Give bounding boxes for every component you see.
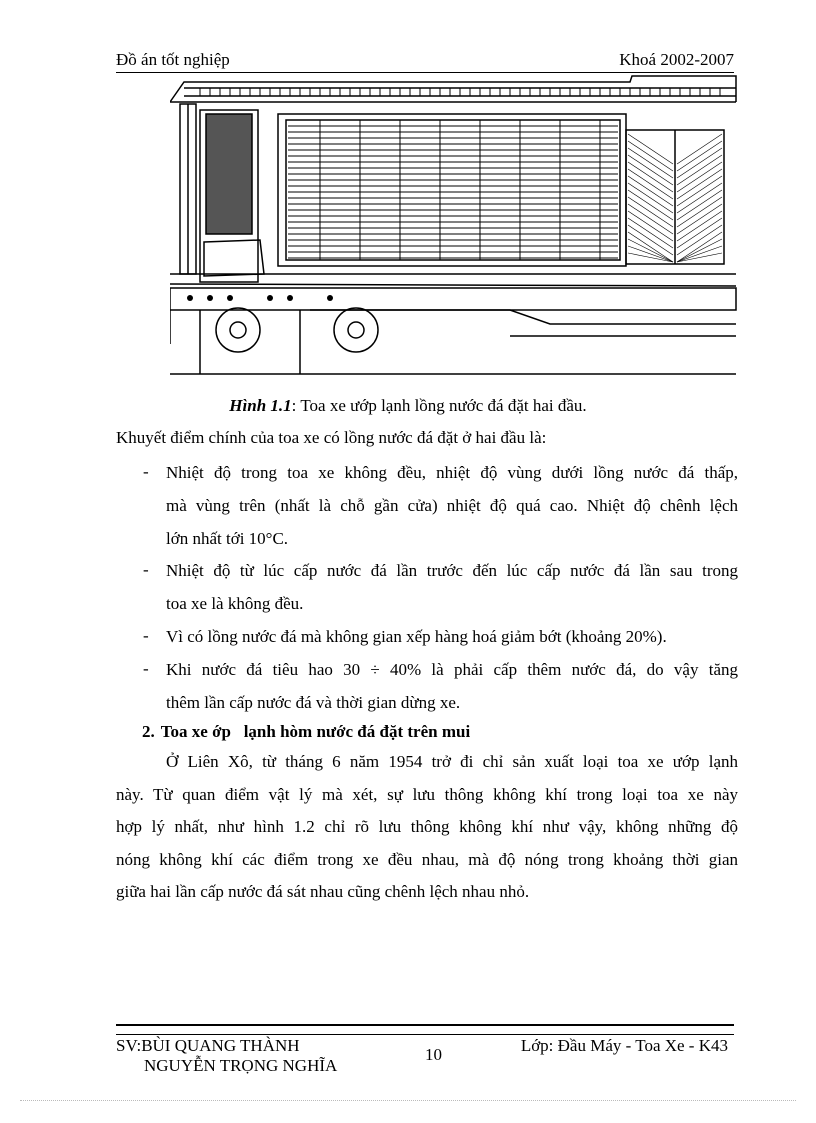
footer-class: Lớp: Đầu Máy - Toa Xe - K43 [520,1036,728,1055]
bullet-line: Vì có lồng nước đá mà không gian xếp hàng hoá giảm bớt (khoảng 20%). [166,627,667,646]
body-line: Ở Liên Xô, từ tháng 6 năm 1954 trở đi chỉ sản xuất loại toa xe ướp lạnh [166,752,738,771]
body-line: này. Từ quan điểm vật lý mà xét, sự lưu thông không khí trong loại toa xe này [116,784,738,804]
header-title: Đồ án tốt nghiệp [116,50,230,69]
bullet-item [166,456,738,555]
bullet-item [166,554,738,620]
bullet-line: thêm lần cấp nước đá và thời gian dừng xe. [166,693,461,712]
bullet-item [166,653,738,719]
caption-label: Hình 1.1 [229,396,292,415]
page-number: 10 [425,1045,442,1064]
caption-text: : Toa xe ướp lạnh lồng nước đá đặt hai đầu. [291,396,587,415]
bullet-item [166,620,738,653]
bullet-marker: - [143,626,149,645]
bullet-line: mà vùng trên (nhất là chỗ gần cửa) nhiệt độ quá cao. Nhiệt độ chênh lệch [166,496,738,515]
section-number: 2. [142,722,155,741]
bullet-line: toa xe là không đều. [166,594,304,613]
bullet-line: Nhiệt độ trong toa xe không đều, nhiệt độ vùng dưới lồng nước đá thấp, [166,463,738,482]
refrigerated-car-drawing [170,74,740,382]
page-edge-dots [20,1100,796,1101]
header-years: Khoá 2002-2007 [619,50,734,69]
bullet-line: lớn nhất tới 10°C. [166,529,289,548]
section-heading [142,722,470,742]
footer-rule [116,1024,734,1035]
body-paragraph [116,746,738,909]
bullet-line: Khi nước đá tiêu hao 30 ÷ 40% là phải cấp thêm nước đá, do vậy tăng [166,660,738,679]
section-title: Toa xe ớp lạnh hòm nước đá đặt trên mui [160,722,471,741]
bullet-line: Nhiệt độ từ lúc cấp nước đá lần trước đến lúc cấp nước đá lần sau trong [166,561,738,580]
body-line: giữa hai lần cấp nước đá sát nhau cũng chênh lệch nhau nhỏ. [116,882,530,901]
body-line: hợp lý nhất, như hình 1.2 chỉ rõ lưu thông không khí như vậy, không những độ [116,817,738,836]
body-line: nóng không khí các điểm trong xe đều nhau, mà độ nóng trong khoảng thời gian [116,849,738,869]
bullet-marker: - [143,462,149,481]
footer-student-1: SV:BÙI QUANG THÀNH [116,1036,300,1055]
bullet-marker: - [143,560,149,579]
intro-paragraph: Khuyết điểm chính của toa xe có lồng nước đá đặt ở hai đầu là: [116,428,547,447]
footer-student-2: NGUYỄN TRỌNG NGHĨA [144,1056,338,1075]
bullet-marker: - [143,659,149,678]
figure-caption [0,396,816,416]
page-header [116,48,734,73]
